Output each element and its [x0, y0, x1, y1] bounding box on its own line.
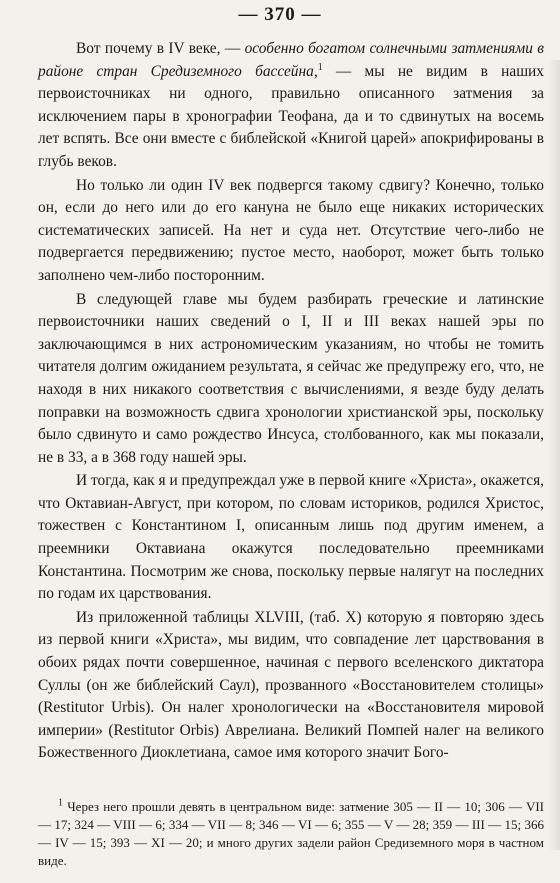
page-edge-shadow: [548, 60, 560, 850]
paragraph-5: Из приложенной таблицы XLVIII, (таб. X) которую я повторяю здесь из первой книги «Христа», мы видим, что совпадение лет царствования в обоих рядах почти совершенное, начиная с первого вселенского диктатора Суллы (он же библейский Саул), прозванного «Восстановителем столицы» (Restitutor Urbis). Он налег хронологически на «Восстановителя мировой империи» (Restitutor Orbis) Аврелиана. Великий Помпей налег на великого Божественного Диоклетиана, самое имя которого значит Бого-: [38, 608, 544, 762]
page-number: — 370 —: [238, 4, 322, 25]
footnote-text: [38, 798, 544, 870]
paragraph-4: И тогда, как я и предупреждал уже в первой книге «Христа», окажется, что Октавиан-Август, при котором, по словам историков, родился Христос, тожествен с Константином I, описанным лишь под другим именем, а преемники Октавиана окажутся последовательно преемниками Константина. Посмотрим же снова, поскольку первые налягут на последних по годам их царствования.: [38, 472, 544, 603]
paragraph-1-lead: Вот почему в IV веке, —: [76, 40, 245, 57]
footnote-reference[interactable]: 1: [317, 61, 323, 73]
paragraph-1-rest: — мы не видим в наших первоисточниках ни одного, правильно описанного затмения за исключением пары в хронографии Теофана, да и то сдвинутых на восемь лет вспять. Все они вместе с библейской «Книгой царей» апокрифированы в глубь веков.: [38, 62, 544, 170]
paragraph-2: Но только ли один IV век подвергся такому сдвигу? Конечно, только он, если до него или до его кануна не было еще никаких исторических систематических записей. На нет и суда нет. Отсутствие чего-либо не подвергается передвижению; пустое место, наоборот, может быть только заполнено чем-либо посторонним.: [38, 176, 544, 284]
paragraph-1-italic: особенно богатом солнечными затмениями в районе стран Средиземного бассейна,: [38, 40, 544, 80]
footnote-body: Через него прошли девять в центральном виде: затмение 305 — II — 10; 306 — VII — 17; 324 — VIII — 6; 334 — VII — 8; 346 — VI — 6; 355 — V — 28; 359 — III — 15; 366 — IV — 15; 393 — XI — 20; и много других задели район Средиземного моря в частном виде.: [38, 799, 544, 868]
footnote-marker: 1: [58, 797, 63, 809]
paragraph-1: [38, 38, 544, 174]
footnote: [38, 798, 544, 870]
paragraph-3: В следующей главе мы будем разбирать греческие и латинские первоисточники наших сведений о I, II и III веках нашей эры по заключающимся в них астрономическим указаниям, но чтобы не томить читателя долгим ожиданием результата, я сейчас же предупрежу его, что, не находя в них никакого соответствия с вычислениями, я везде буду делать поправки на возможность сдвига хронологии христианской эры, поскольку было сдвинуто и само рождество Инсуса, столбованного, как мы показали, не в 33, а в 368 году нашей эры.: [38, 290, 544, 466]
main-text: [38, 38, 544, 765]
